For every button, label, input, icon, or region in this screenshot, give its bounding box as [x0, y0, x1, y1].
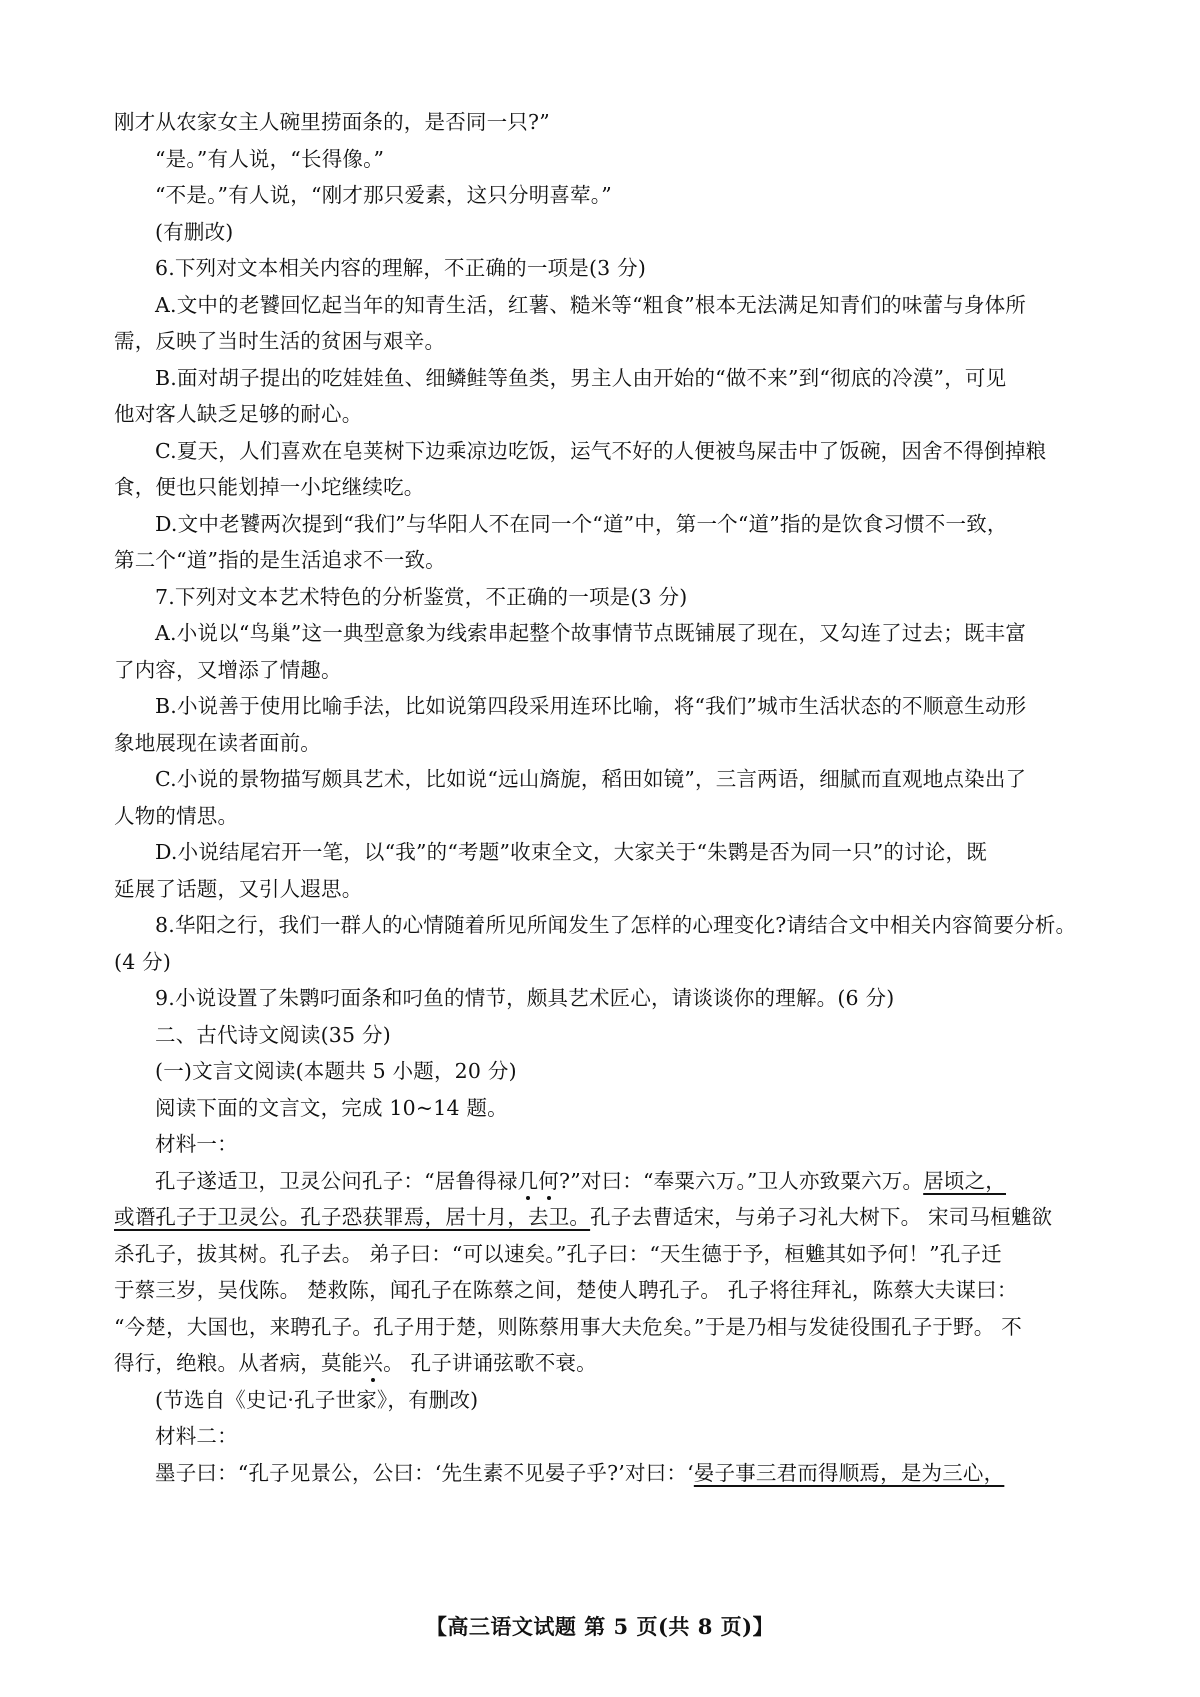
- passage1-line-1: [114, 1163, 1104, 1200]
- text-line: 食，便也只能划掉一小坨继续吃。: [114, 475, 425, 499]
- passage-text: 墨子曰：“孔子见景公，公曰：‘先生素不见晏子乎?’对曰：‘: [155, 1460, 694, 1485]
- passage-text: 得行，绝粮。从者病，莫能: [114, 1351, 363, 1375]
- text-line: 延展了话题，又引人遐思。: [114, 876, 363, 901]
- text-line: 9.小说设置了朱鹮叼面条和叼鱼的情节，颇具艺术匠心，请谈谈你的理解。(6 分): [155, 986, 895, 1010]
- text-line: (一)文言文阅读(本题共 5 小题，20 分): [155, 1059, 517, 1083]
- text-line: 材料一：: [155, 1132, 238, 1156]
- passage1-source: (节选自《史记·孔子世家》，有删改): [155, 1387, 479, 1412]
- text-line: A.文中的老饕回忆起当年的知青生活，红薯、糙米等“粗食”根本无法满足知青们的味蕾与身体所: [155, 292, 1027, 317]
- text-line: C.夏天，人们喜欢在皂荚树下边乘凉边吃饭，运气不好的人便被鸟屎击中了饭碗，因舍不得倒掉粮: [155, 438, 1047, 463]
- text-line: B.小说善于使用比喻手法，比如说第四段采用连环比喻，将“我们”城市生活状态的不顺意生动形: [155, 694, 1027, 718]
- text-line: 人物的情思。: [114, 803, 239, 828]
- material2-label: 材料二：: [155, 1424, 238, 1448]
- text-line: “不是。”有人说，“刚才那只爱素，这只分明喜荤。”: [155, 183, 612, 207]
- text-line: A.小说以“鸟巢”这一典型意象为线索串起整个故事情节点既铺展了现在，又勾连了过去；既丰富: [155, 621, 1027, 645]
- passage-text: ?”对曰：“奉粟六万。”卫人亦致粟六万。: [559, 1168, 924, 1193]
- text-line: 刚才从农家女主人碗里捞面条的，是否同一只?”: [114, 110, 550, 134]
- passage-text: 孔子去曹适宋，与弟子习礼大树下。 宋司马桓魋欲: [590, 1205, 1053, 1229]
- underlined-sentence: 居顷之，: [923, 1168, 1006, 1193]
- text-line: 需，反映了当时生活的贫困与艰辛。: [114, 329, 446, 353]
- text-line: (有删改): [155, 219, 234, 244]
- text-line: 他对客人缺乏足够的耐心。: [114, 402, 363, 426]
- paragraph-list: [114, 104, 1104, 1163]
- text-line: “是。”有人说，“长得像。”: [155, 146, 385, 171]
- text-line: 了内容，又增添了情趣。: [114, 657, 342, 682]
- text-line: 7.下列对文本艺术特色的分析鉴赏，不正确的一项是(3 分): [155, 584, 688, 609]
- text-line: B.面对胡子提出的吃娃娃鱼、细鳞鲑等鱼类，男主人由开始的“做不来”到“彻底的冷漠”，可见: [155, 365, 1007, 390]
- text-line: 8.华阳之行，我们一群人的心情随着所见所闻发生了怎样的心理变化?请结合文中相关内容简要分析。: [155, 913, 1077, 937]
- text-line: C.小说的景物描写颇具艺术，比如说“远山旖旎，稻田如镜”，三言两语，细腻而直观地点染出了: [155, 767, 1027, 791]
- emphasis-dot-char: 兴: [362, 1351, 384, 1375]
- passage1-line-2: [114, 1199, 1104, 1236]
- passage2-line-1: [114, 1455, 1104, 1492]
- emphasis-dot-char: 何: [538, 1168, 559, 1193]
- passage-text: 。 孔子讲诵弦歌不衰。: [383, 1351, 597, 1375]
- exam-page-body: [114, 104, 1104, 1491]
- text-line: 二、古代诗文阅读(35 分): [155, 1022, 391, 1047]
- text-line: D.小说结尾宕开一笔，以“我”的“考题”收束全文，大家关于“朱鹮是否为同一只”的讨论，既: [155, 840, 987, 864]
- passage1-line-4: 于蔡三岁，吴伐陈。 楚救陈，闻孔子在陈蔡之间，楚使人聘孔子。 孔子将往拜礼，陈蔡大夫谋曰：: [114, 1278, 1018, 1302]
- passage1-line-5: “今楚，大国也，来聘孔子。孔子用于楚，则陈蔡用事大夫危矣。”于是乃相与发徒役围孔子于野。 不: [114, 1314, 1022, 1339]
- underlined-sentence: 晏子事三君而得顺焉，是为三心，: [693, 1460, 1005, 1485]
- passage1-line-3: 杀孔子，拔其树。孔子去。 弟子曰：“可以速矣。”孔子曰：“天生德于予，桓魋其如予何！”孔子迁: [114, 1241, 1002, 1266]
- text-line: D.文中老饕两次提到“我们”与华阳人不在同一个“道”中，第一个“道”指的是饮食习惯不一致，: [155, 511, 1008, 536]
- text-line: 第二个“道”指的是生活追求不一致。: [114, 548, 446, 572]
- text-line: 象地展现在读者面前。: [114, 730, 321, 755]
- passage-text: 孔子遂适卫，卫灵公问孔子：“居鲁得禄: [155, 1168, 518, 1193]
- passage1-line-6: [114, 1345, 1104, 1382]
- text-line: (4 分): [114, 949, 172, 974]
- emphasis-dot-char: 几: [517, 1168, 539, 1193]
- underlined-sentence: 或谮孔子于卫灵公。孔子恐获罪焉，居十月，去卫。: [114, 1205, 591, 1229]
- text-line: 阅读下面的文言文，完成 10~14 题。: [155, 1095, 508, 1120]
- text-line: 6.下列对文本相关内容的理解，不正确的一项是(3 分): [155, 256, 647, 280]
- page-footer: 【高三语文试题 第 5 页(共 8 页)】: [425, 1614, 775, 1639]
